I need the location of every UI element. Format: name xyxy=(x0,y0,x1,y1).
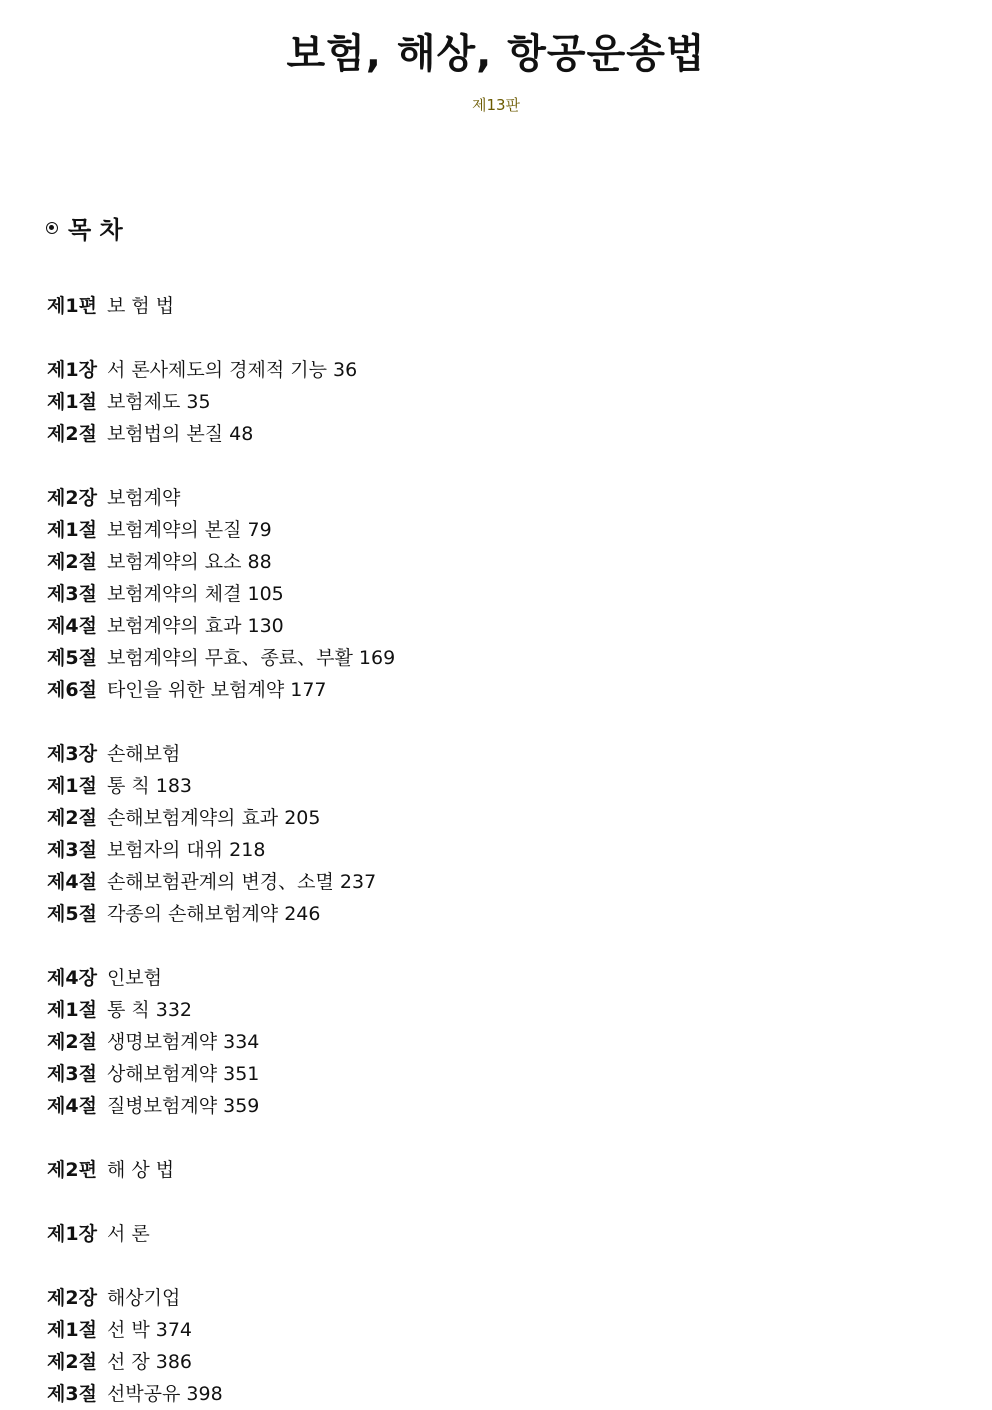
toc-entry-text: 선 장 386 xyxy=(106,1351,192,1373)
toc-entry-text: 보험계약의 무효、종료、부활 169 xyxy=(106,647,396,669)
toc-entry xyxy=(47,866,395,898)
toc-entry-label: 제3절 xyxy=(47,583,97,605)
toc-entry-text: 보험자의 대위 218 xyxy=(106,839,266,861)
toc-entry xyxy=(47,642,395,674)
toc-entry xyxy=(47,1282,395,1314)
toc-entry xyxy=(47,610,395,642)
toc-entry-text: 해 상 법 xyxy=(106,1159,175,1181)
toc-entry-text: 해상기업 xyxy=(106,1287,181,1309)
toc-entry xyxy=(47,834,395,866)
toc-entry-text: 선 박 374 xyxy=(106,1319,192,1341)
toc-entry-text: 질병보험계약 359 xyxy=(106,1095,260,1117)
toc-entry-label: 제1절 xyxy=(47,775,97,797)
toc-entry-label: 제1절 xyxy=(47,391,97,413)
toc-entry xyxy=(47,578,395,610)
toc-spacer xyxy=(47,706,395,738)
toc-entry-text: 보험계약의 본질 79 xyxy=(106,519,272,541)
toc-entry xyxy=(47,1154,395,1186)
toc-list xyxy=(47,290,395,1410)
toc-entry-label: 제1절 xyxy=(47,1319,97,1341)
toc-spacer xyxy=(47,322,395,354)
toc-entry-label: 제2절 xyxy=(47,1031,97,1053)
toc-entry-text: 손해보험계약의 효과 205 xyxy=(106,807,321,829)
toc-entry-text: 각종의 손해보험계약 246 xyxy=(106,903,321,925)
toc-entry-text: 손해보험 xyxy=(106,743,181,765)
toc-entry-label: 제3절 xyxy=(47,839,97,861)
toc-heading xyxy=(46,210,123,245)
toc-entry-text: 통 칙 332 xyxy=(106,999,192,1021)
toc-entry-label: 제5절 xyxy=(47,647,97,669)
toc-entry-label: 제3절 xyxy=(47,1063,97,1085)
toc-entry xyxy=(47,962,395,994)
toc-entry-label: 제5절 xyxy=(47,903,97,925)
toc-entry-text: 인보험 xyxy=(106,967,162,989)
toc-entry xyxy=(47,1346,395,1378)
toc-entry xyxy=(47,386,395,418)
toc-entry xyxy=(47,1090,395,1122)
toc-entry-label: 제6절 xyxy=(47,679,97,701)
toc-spacer xyxy=(47,1186,395,1218)
toc-entry xyxy=(47,1218,395,1250)
toc-entry-text: 보 험 법 xyxy=(106,295,175,317)
toc-entry-text: 보험계약의 요소 88 xyxy=(106,551,272,573)
toc-spacer xyxy=(47,1122,395,1154)
toc-entry-text: 보험제도 35 xyxy=(106,391,211,413)
toc-entry-label: 제2편 xyxy=(47,1159,97,1181)
toc-entry-text: 손해보험관계의 변경、소멸 237 xyxy=(106,871,377,893)
toc-spacer xyxy=(47,450,395,482)
toc-entry xyxy=(47,674,395,706)
toc-entry-text: 보험계약 xyxy=(106,487,181,509)
edition-label: 제13판 xyxy=(471,96,521,114)
toc-entry-text: 보험법의 본질 48 xyxy=(106,423,254,445)
toc-entry xyxy=(47,418,395,450)
toc-entry-label: 제2장 xyxy=(47,1287,97,1309)
toc-entry-label: 제4절 xyxy=(47,1095,97,1117)
toc-entry xyxy=(47,1026,395,1058)
toc-heading-text: 목 차 xyxy=(68,216,123,244)
toc-entry xyxy=(47,802,395,834)
toc-entry-text: 서 론사제도의 경제적 기능 36 xyxy=(106,359,358,381)
document-title: 보험, 해상, 항공운송법 xyxy=(286,31,706,77)
toc-entry xyxy=(47,898,395,930)
toc-entry-text: 보험계약의 효과 130 xyxy=(106,615,284,637)
toc-entry xyxy=(47,738,395,770)
toc-entry xyxy=(47,546,395,578)
toc-entry-label: 제4절 xyxy=(47,871,97,893)
toc-spacer xyxy=(47,930,395,962)
toc-entry-text: 선박공유 398 xyxy=(106,1383,223,1405)
toc-entry xyxy=(47,1058,395,1090)
toc-entry xyxy=(47,514,395,546)
toc-entry-label: 제1장 xyxy=(47,359,97,381)
toc-entry-label: 제2장 xyxy=(47,487,97,509)
toc-entry-label: 제1장 xyxy=(47,1223,97,1245)
toc-entry-label: 제2절 xyxy=(47,423,97,445)
toc-entry xyxy=(47,354,395,386)
toc-entry-label: 제1절 xyxy=(47,999,97,1021)
toc-spacer xyxy=(47,1250,395,1282)
toc-entry-label: 제3장 xyxy=(47,743,97,765)
toc-entry xyxy=(47,290,395,322)
toc-entry-text: 타인을 위한 보험계약 177 xyxy=(106,679,327,701)
toc-entry-text: 보험계약의 체결 105 xyxy=(106,583,284,605)
toc-entry-label: 제4장 xyxy=(47,967,97,989)
toc-entry-label: 제2절 xyxy=(47,1351,97,1373)
toc-entry-text: 서 론 xyxy=(106,1223,150,1245)
toc-entry xyxy=(47,770,395,802)
toc-entry-label: 제3절 xyxy=(47,1383,97,1405)
toc-entry-text: 통 칙 183 xyxy=(106,775,192,797)
toc-entry-label: 제1편 xyxy=(47,295,97,317)
toc-entry xyxy=(47,1314,395,1346)
toc-entry xyxy=(47,1378,395,1410)
toc-entry-label: 제1절 xyxy=(47,519,97,541)
toc-entry-label: 제2절 xyxy=(47,551,97,573)
circle-bullet-icon xyxy=(46,222,58,234)
toc-entry-text: 상해보험계약 351 xyxy=(106,1063,260,1085)
toc-entry-label: 제4절 xyxy=(47,615,97,637)
toc-entry-text: 생명보험계약 334 xyxy=(106,1031,260,1053)
toc-entry xyxy=(47,994,395,1026)
toc-entry-label: 제2절 xyxy=(47,807,97,829)
toc-entry xyxy=(47,482,395,514)
